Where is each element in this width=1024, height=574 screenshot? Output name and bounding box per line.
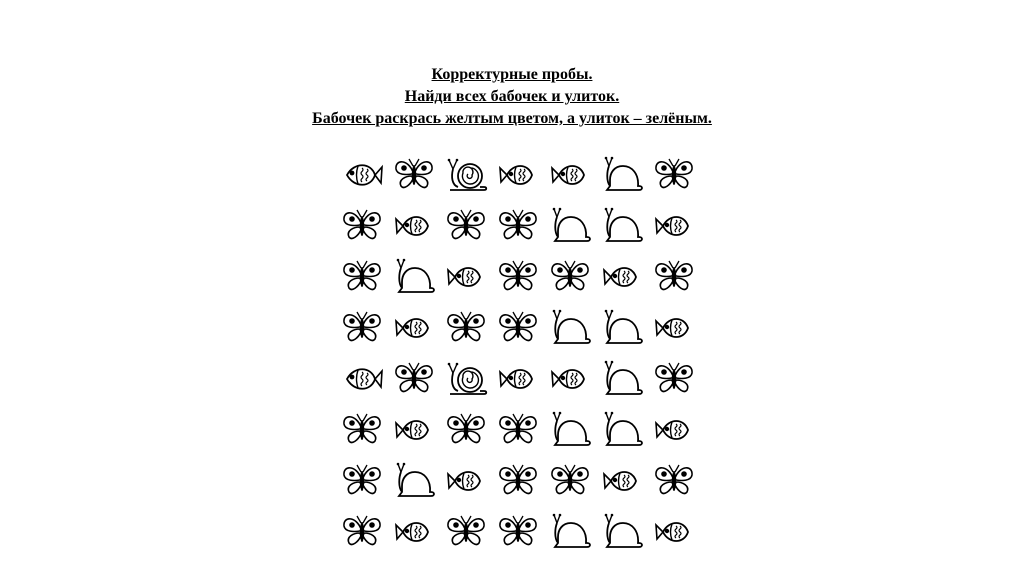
fish-picture [347, 165, 382, 185]
heading-line-1: Корректурные пробы. [431, 66, 593, 83]
butterfly-picture [656, 465, 692, 493]
fish-picture [604, 268, 636, 286]
fish-picture [656, 319, 688, 337]
snail-picture [553, 208, 590, 241]
fish-picture [448, 472, 480, 490]
butterfly-picture [344, 312, 380, 340]
snail-picture [605, 361, 642, 394]
butterfly-picture [344, 261, 380, 289]
butterfly-picture [344, 465, 380, 493]
fish-picture [396, 319, 428, 337]
snail-picture [605, 208, 642, 241]
snail-picture [448, 363, 487, 394]
task-heading [0, 64, 1024, 130]
snail-picture [397, 463, 434, 496]
butterfly-picture [500, 465, 536, 493]
butterfly-picture [656, 159, 692, 187]
butterfly-picture [500, 312, 536, 340]
fish-picture [500, 166, 532, 184]
snail-picture [553, 514, 590, 547]
butterfly-picture [500, 261, 536, 289]
heading-line-3: Бабочек раскрась желтым цветом, а улиток – зелёным. [312, 110, 712, 127]
butterfly-picture [344, 210, 380, 238]
butterfly-picture [448, 312, 484, 340]
butterfly-picture [656, 261, 692, 289]
butterfly-picture [552, 465, 588, 493]
butterfly-picture [500, 414, 536, 442]
snail-picture [553, 412, 590, 445]
butterfly-picture [656, 363, 692, 391]
fish-picture [656, 217, 688, 235]
fish-picture [552, 166, 584, 184]
picture-grid [336, 148, 706, 548]
snail-picture [553, 310, 590, 343]
butterfly-picture [448, 516, 484, 544]
snail-picture [448, 159, 487, 190]
fish-picture [500, 370, 532, 388]
butterfly-picture [396, 159, 432, 187]
fish-picture [656, 421, 688, 439]
fish-picture [604, 472, 636, 490]
butterfly-picture [500, 516, 536, 544]
fish-picture [396, 523, 428, 541]
snail-picture [605, 514, 642, 547]
heading-line-2: Найди всех бабочек и улиток. [404, 88, 620, 105]
butterfly-picture [396, 363, 432, 391]
snail-picture [397, 259, 434, 292]
fish-picture [396, 217, 428, 235]
butterfly-picture [448, 414, 484, 442]
snail-picture [605, 412, 642, 445]
butterfly-picture [344, 516, 380, 544]
butterfly-picture [448, 210, 484, 238]
butterfly-picture [500, 210, 536, 238]
fish-picture [552, 370, 584, 388]
snail-picture [605, 310, 642, 343]
fish-picture [396, 421, 428, 439]
butterfly-picture [344, 414, 380, 442]
butterfly-picture [552, 261, 588, 289]
fish-picture [347, 369, 382, 389]
fish-picture [656, 523, 688, 541]
snail-picture [605, 157, 642, 190]
fish-picture [448, 268, 480, 286]
